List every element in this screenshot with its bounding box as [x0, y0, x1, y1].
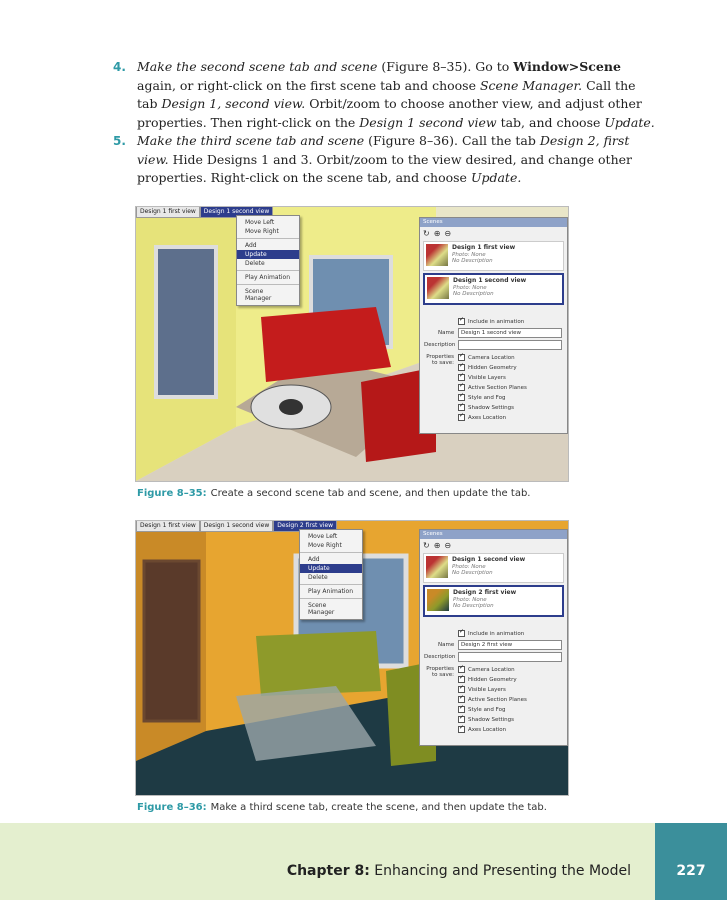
description-label: Description [424, 342, 456, 348]
prop-axes-location[interactable]: ✓Axes Location [458, 726, 506, 733]
prop-visible-layers[interactable]: ✓Visible Layers [458, 686, 506, 693]
scene-name: Design 2 first view [453, 589, 517, 596]
menu-move-left[interactable]: Move Left [245, 219, 275, 226]
step-text: again, or right-click on the first scene tab and choose [137, 77, 480, 93]
step-italic: Design 1 second view [359, 114, 497, 130]
name-field[interactable]: Design 1 second view [458, 328, 562, 338]
instruction-steps [113, 58, 658, 188]
scene-name: Design 1 first view [452, 244, 516, 251]
step-text: Orbit/zoom to choose another view, and adjust other properties. Then right-click on the [137, 96, 642, 130]
description-field[interactable] [458, 652, 562, 662]
menu-play-animation[interactable]: Play Animation [245, 274, 291, 281]
refresh-icon[interactable]: ↻ [423, 228, 430, 238]
scene-context-menu [299, 529, 363, 620]
prop-style-fog[interactable]: ✓Style and Fog [458, 394, 505, 401]
scene-item[interactable] [423, 553, 564, 583]
step-text: Hide Designs 1 and 3. Orbit/zoom to the view desired, and change other properties. Right-click on the scene tab, and choose [137, 151, 633, 185]
step-italic: Update. [470, 170, 522, 185]
menu-path: Window>Scene [513, 59, 621, 74]
chapter-title [287, 863, 631, 879]
scene-desc: No Description [452, 258, 493, 264]
chapter-label: Chapter 8: [286, 863, 370, 879]
scene-thumbnail [427, 277, 449, 299]
prop-hidden-geometry[interactable]: ✓Hidden Geometry [458, 676, 517, 683]
scene-desc: No Description [453, 291, 494, 297]
caption-text: Make a third scene tab, create the scene, and then update the tab. [210, 802, 547, 813]
remove-icon[interactable]: ⊖ [444, 540, 452, 550]
scene-context-menu [236, 215, 300, 306]
scene-item[interactable] [423, 241, 564, 271]
panel-title: Scenes [420, 530, 567, 539]
add-icon[interactable]: ⊕ [433, 228, 441, 238]
prop-shadow-settings[interactable]: ✓Shadow Settings [458, 404, 514, 411]
scene-name: Design 1 second view [452, 556, 526, 563]
scene-photo: Photo: None [452, 564, 486, 570]
name-label: Name [438, 330, 455, 336]
step-italic: Design 1, second view. [161, 96, 306, 111]
scene-tab-design-2-first[interactable]: Design 2 first view [273, 521, 337, 532]
step-lead: Make the second scene tab and scene [137, 59, 378, 74]
step-5 [113, 132, 658, 188]
name-label: Name [438, 642, 455, 648]
step-italic: Design 2, first view. [137, 133, 630, 167]
step-lead: Make the third scene tab and scene [137, 133, 365, 148]
menu-add[interactable]: Add [308, 556, 320, 563]
scenes-panel [419, 217, 568, 434]
menu-scene-manager[interactable]: Scene Manager [245, 288, 272, 302]
panel-title: Scenes [420, 218, 567, 227]
step-text: (Figure 8–35). Go to [377, 59, 514, 74]
figure-8-35-screenshot [135, 206, 569, 482]
figure-label: Figure 8–35: [137, 488, 207, 499]
menu-scene-manager[interactable]: Scene Manager [308, 602, 335, 616]
step-number: 5. [113, 134, 126, 148]
scene-tab-design-1-first[interactable]: Design 1 first view [136, 207, 200, 218]
prop-axes-location[interactable]: ✓Axes Location [458, 414, 506, 421]
prop-hidden-geometry[interactable]: ✓Hidden Geometry [458, 364, 517, 371]
caption-text: Create a second scene tab and scene, and then update the tab. [210, 488, 531, 499]
figure-label: Figure 8–36: [137, 802, 207, 813]
remove-icon[interactable]: ⊖ [444, 228, 452, 238]
step-number: 4. [113, 60, 126, 74]
menu-delete[interactable]: Delete [308, 574, 328, 581]
panel-toolbar [420, 227, 567, 239]
properties-label: Properties to save: [426, 354, 454, 366]
scene-desc: No Description [452, 570, 493, 576]
prop-style-fog[interactable]: ✓Style and Fog [458, 706, 505, 713]
step-4 [113, 58, 658, 132]
scenes-panel [419, 529, 568, 746]
scene-thumbnail [427, 589, 449, 611]
scene-tab-design-1-second[interactable]: Design 1 second view [200, 521, 273, 532]
chapter-name: Enhancing and Presenting the Model [374, 863, 631, 879]
panel-toolbar [420, 539, 567, 551]
scene-photo: Photo: None [453, 597, 487, 603]
prop-section-planes[interactable]: ✓Active Section Planes [458, 384, 527, 391]
scene-name: Design 1 second view [453, 277, 527, 284]
step-text: tab, and choose [496, 114, 605, 130]
figure-caption [137, 802, 547, 813]
menu-update[interactable]: Update [237, 250, 299, 259]
step-italic: Scene Manager. [479, 77, 583, 93]
prop-camera-location[interactable]: ✓Camera Location [458, 666, 515, 673]
menu-move-left[interactable]: Move Left [308, 533, 338, 540]
include-animation-checkbox[interactable]: ✓Include in animation [458, 630, 524, 637]
menu-update[interactable]: Update [300, 564, 362, 573]
menu-add[interactable]: Add [245, 242, 257, 249]
figure-8-36-screenshot [135, 520, 569, 796]
prop-camera-location[interactable]: ✓Camera Location [458, 354, 515, 361]
scene-photo: Photo: None [453, 285, 487, 291]
include-animation-checkbox[interactable]: ✓Include in animation [458, 318, 524, 325]
menu-delete[interactable]: Delete [245, 260, 265, 267]
scene-desc: No Description [453, 603, 494, 609]
prop-visible-layers[interactable]: ✓Visible Layers [458, 374, 506, 381]
description-field[interactable] [458, 340, 562, 350]
prop-shadow-settings[interactable]: ✓Shadow Settings [458, 716, 514, 723]
name-field[interactable]: Design 2 first view [458, 640, 562, 650]
step-text: (Figure 8–36). Call the tab [364, 133, 540, 148]
refresh-icon[interactable]: ↻ [423, 540, 430, 550]
scene-tab-design-1-second[interactable]: Design 1 second view [200, 207, 273, 218]
step-italic: Update. [604, 114, 655, 130]
menu-move-right[interactable]: Move Right [245, 228, 279, 235]
scene-item-selected[interactable] [423, 585, 564, 617]
scene-item-selected[interactable] [423, 273, 564, 305]
figure-caption [137, 488, 530, 499]
prop-section-planes[interactable]: ✓Active Section Planes [458, 696, 527, 703]
scene-thumbnail [426, 244, 448, 266]
properties-label: Properties to save: [426, 666, 454, 678]
scene-photo: Photo: None [452, 252, 486, 258]
scene-thumbnail [426, 556, 448, 578]
page-number: 227 [676, 863, 706, 879]
menu-play-animation[interactable]: Play Animation [308, 588, 354, 595]
scene-tab-design-1-first[interactable]: Design 1 first view [136, 521, 200, 532]
step-text: Call the tab [137, 77, 636, 111]
page-footer [0, 823, 655, 900]
add-icon[interactable]: ⊕ [433, 540, 441, 550]
page-number-box [655, 823, 727, 900]
menu-move-right[interactable]: Move Right [308, 542, 342, 549]
description-label: Description [424, 654, 456, 660]
